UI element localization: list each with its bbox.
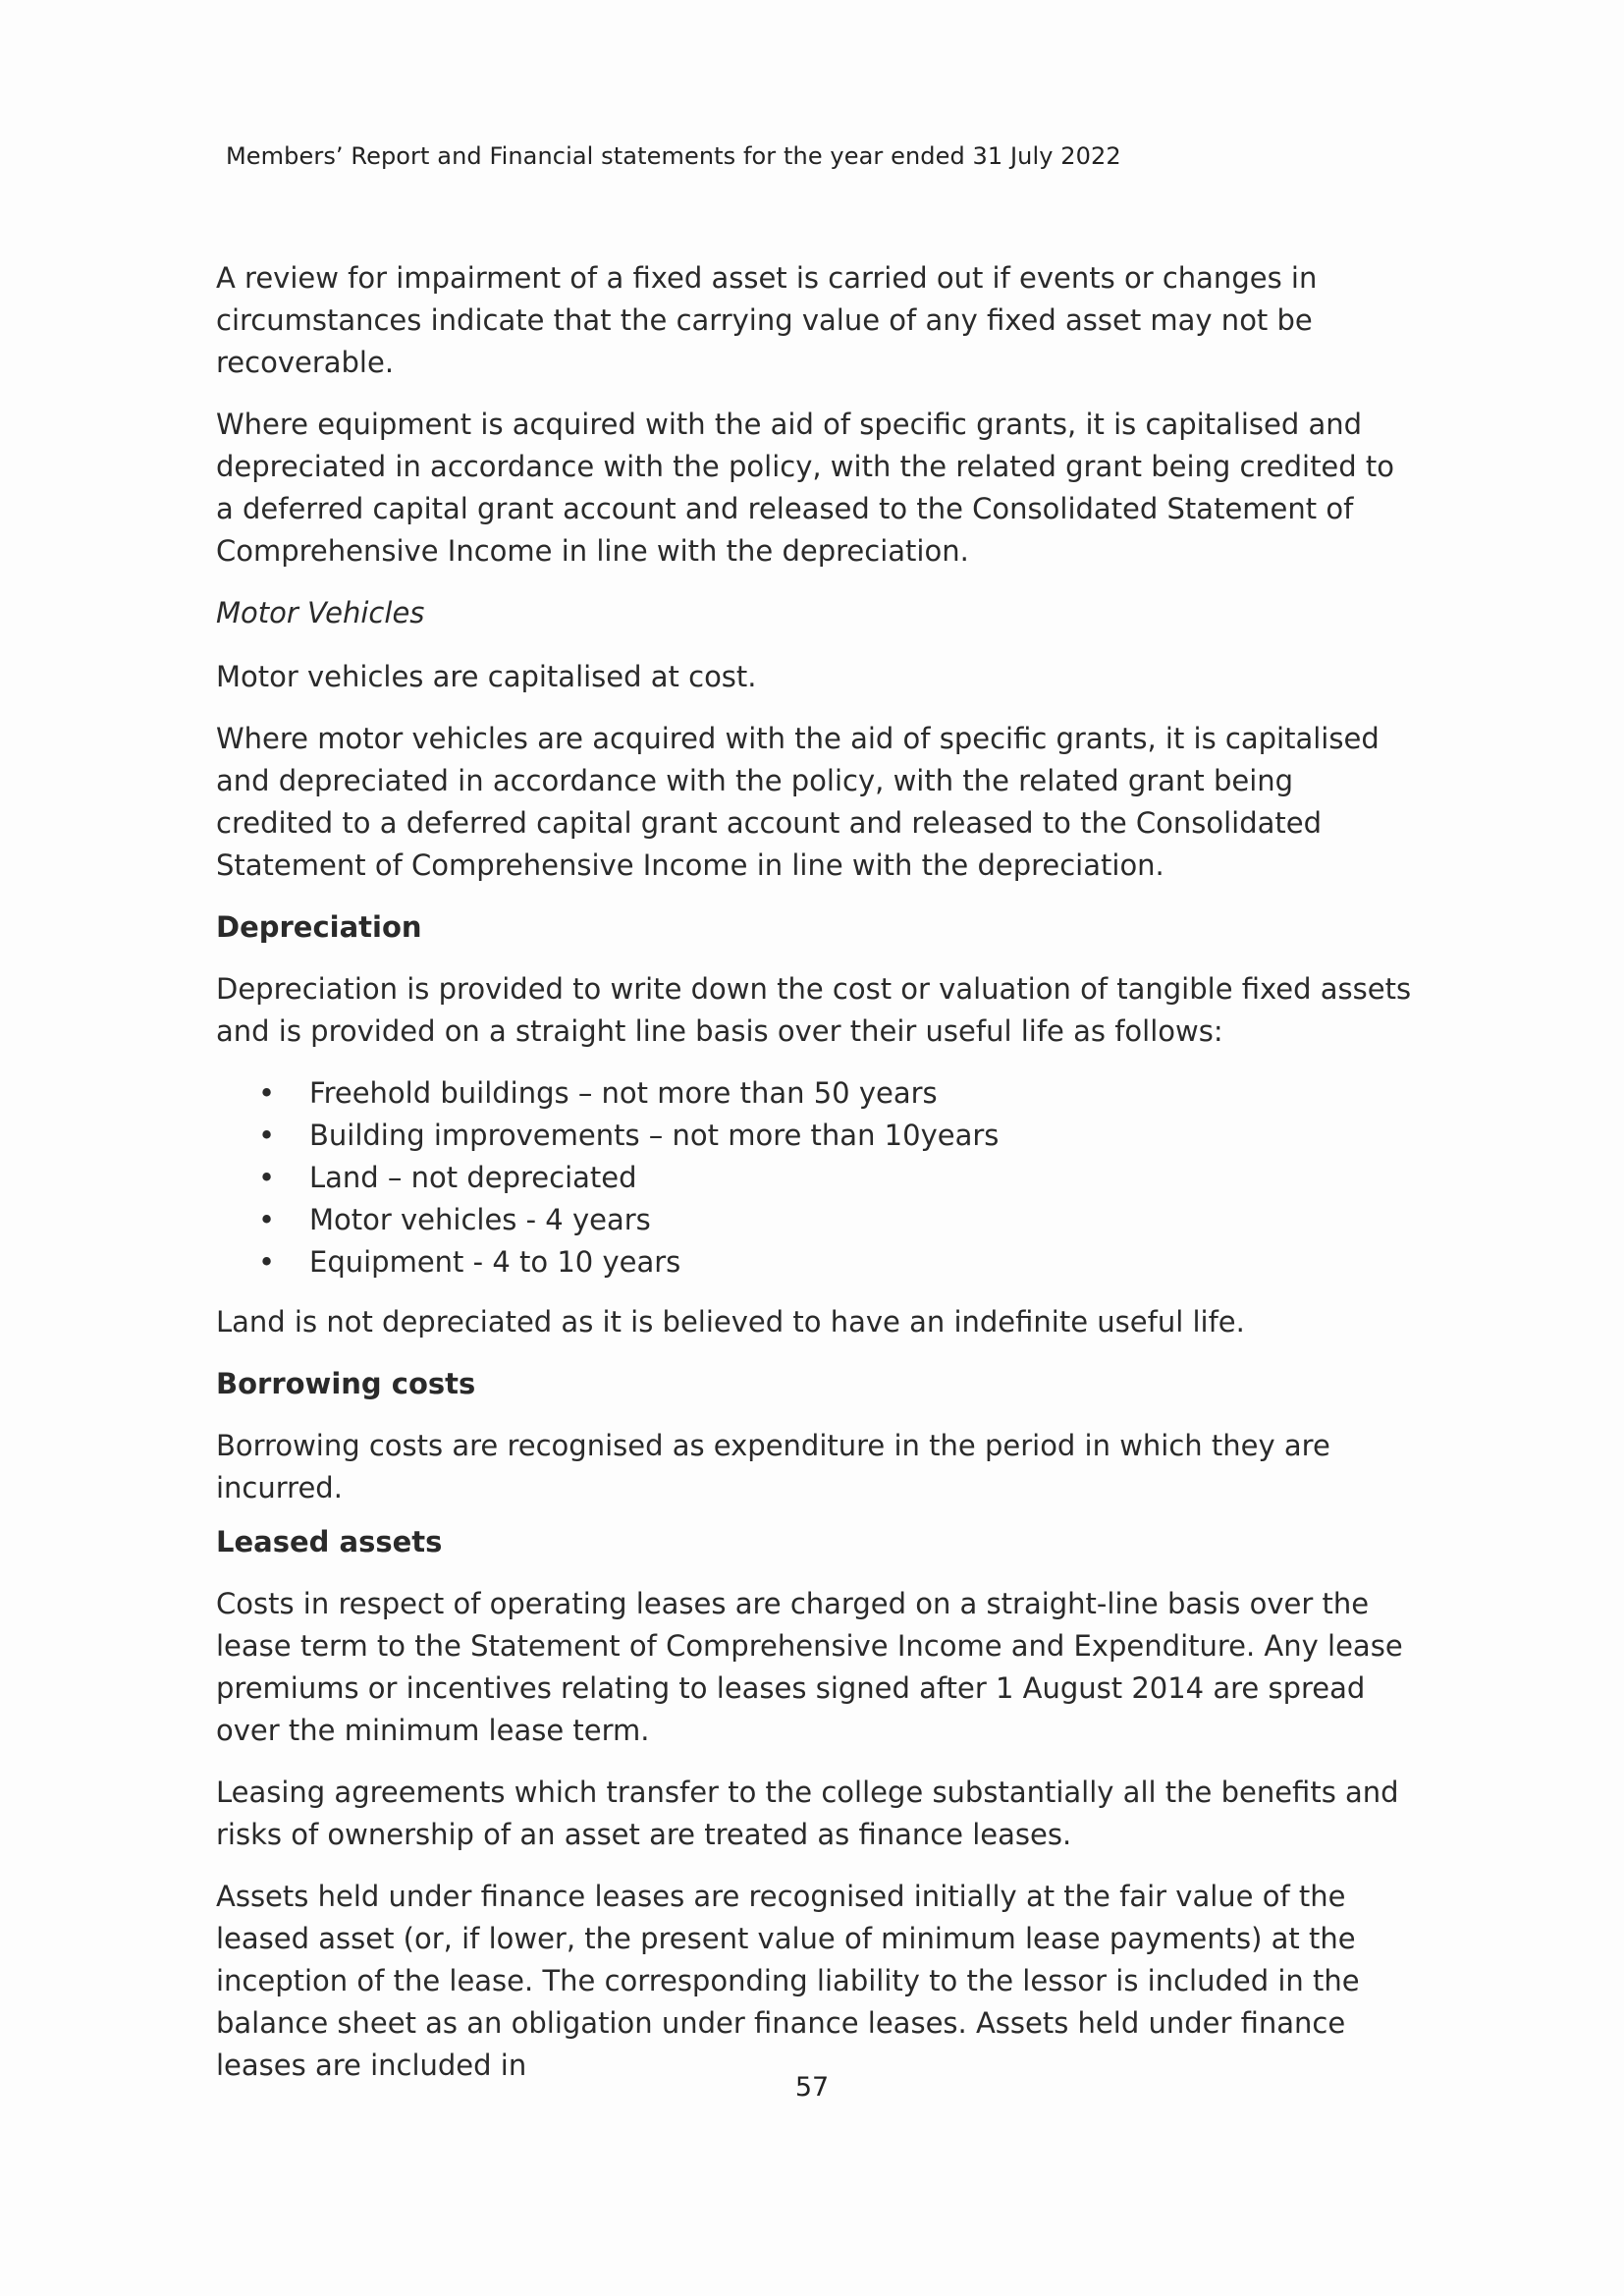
list-item-text: Equipment - 4 to 10 years [309, 1245, 681, 1279]
bullet-icon: • [258, 1161, 276, 1194]
paragraph-operating-leases: Costs in respect of operating leases are charged on a straight-line basis over the lease term to the Statement of Comprehensive Income and Expenditure. Any lease premiums or incentives relating to leases signed after 1 August 2014 are spread over the minimum lease term. [216, 1587, 1403, 1747]
paragraph-depreciation: Depreciation is provided to write down the cost or valuation of tangible fixed assets and is provided on a straight line basis over their useful life as follows: [216, 972, 1412, 1048]
list-item [216, 1115, 1414, 1157]
list-item [216, 1241, 1414, 1284]
bullet-icon: • [258, 1203, 276, 1236]
paragraph-assets-held: Assets held under finance leases are recognised initially at the fair value of the leased asset (or, if lower, the present value of minimum lease payments) at the inception of the lease. The corresponding liability to the lessor is included in the balance sheet as an obligation under finance leases. Assets held under finance leases are included in [216, 1880, 1360, 2082]
paragraph-land: Land is not depreciated as it is believed to have an indefinite useful life. [216, 1305, 1245, 1339]
bullet-icon: • [258, 1076, 276, 1110]
list-item-text: Land – not depreciated [309, 1161, 637, 1194]
subheading-motor-vehicles: Motor Vehicles [216, 596, 425, 629]
paragraph-motor-cost: Motor vehicles are capitalised at cost. [216, 660, 757, 693]
list-item [216, 1157, 1414, 1199]
paragraph-borrowing: Borrowing costs are recognised as expenditure in the period in which they are incurred. [216, 1429, 1330, 1504]
list-item [216, 1072, 1414, 1115]
page-body [216, 257, 1414, 2106]
list-item-text: Building improvements – not more than 10years [309, 1119, 1000, 1152]
list-item [216, 1199, 1414, 1241]
heading-depreciation: Depreciation [216, 910, 422, 944]
heading-borrowing-costs: Borrowing costs [216, 1367, 476, 1400]
paragraph-equipment-grants: Where equipment is acquired with the aid of specific grants, it is capitalised and depreciated in accordance with the policy, with the related grant being credited to a deferred capital grant account and released to the Consolidated Statement of Comprehensive Income in line with the depreciation. [216, 408, 1395, 568]
bullet-icon: • [258, 1245, 276, 1279]
page-number: 57 [794, 2072, 830, 2103]
paragraph-finance-leases: Leasing agreements which transfer to the college substantially all the benefits and risks of ownership of an asset are treated as finance leases. [216, 1776, 1399, 1851]
list-item-text: Freehold buildings – not more than 50 years [309, 1076, 938, 1110]
list-item-text: Motor vehicles - 4 years [309, 1203, 651, 1236]
depreciation-list [216, 1072, 1414, 1284]
running-header: Members’ Report and Financial statements for the year ended 31 July 2022 [226, 142, 1121, 170]
paragraph-impairment: A review for impairment of a fixed asset is carried out if events or changes in circumstances indicate that the carrying value of any fixed asset may not be recoverable. [216, 261, 1318, 379]
paragraph-motor-grants: Where motor vehicles are acquired with the aid of specific grants, it is capitalised and depreciated in accordance with the policy, with the related grant being credited to a deferred capital grant account and released to the Consolidated Statement of Comprehensive Income in line with the depreciation. [216, 722, 1380, 882]
heading-leased-assets: Leased assets [216, 1525, 443, 1558]
bullet-icon: • [258, 1119, 276, 1152]
